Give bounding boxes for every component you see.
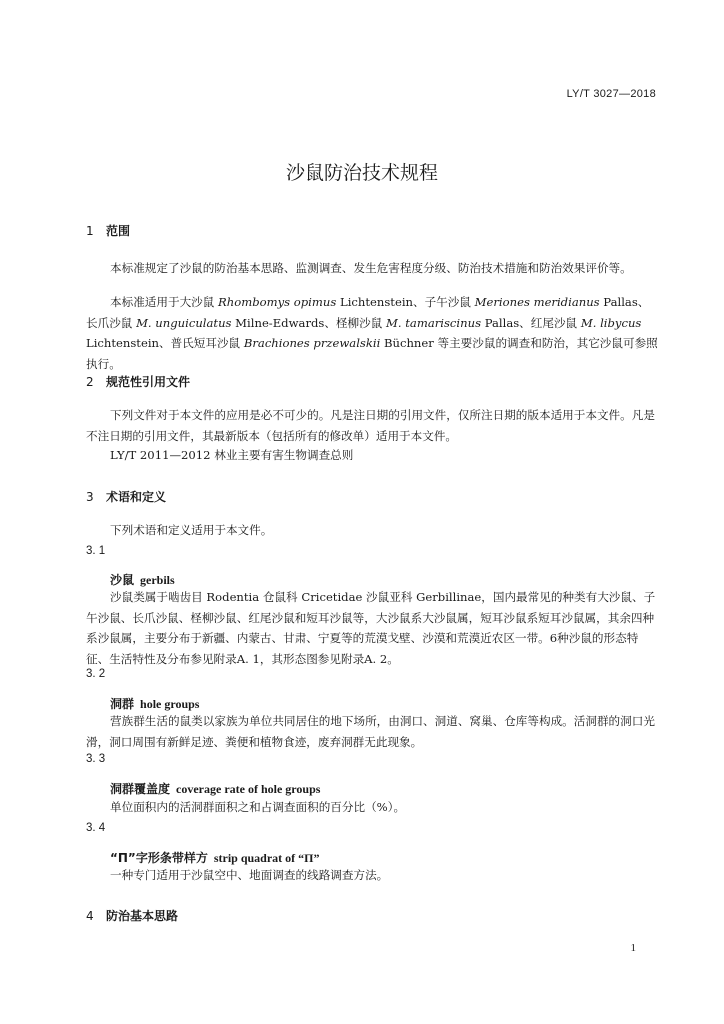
- section-title: 范围: [106, 224, 131, 238]
- species-name: M. tamariscinus: [386, 315, 482, 330]
- term-strip-quadrat: [110, 849, 320, 866]
- term-cn: 洞群覆盖度: [110, 782, 171, 796]
- text-run: Lichtenstein、普氏短耳沙鼠: [86, 336, 244, 350]
- document-title: 沙鼠防治技术规程: [285, 162, 438, 184]
- definition-gerbils: 沙鼠类属于啮齿目 Rodentia 仓鼠科 Cricetidae 沙鼠亚科 Gerbillinae，国内最常见的种类有大沙鼠、子午沙鼠、长爪沙鼠、柽柳沙鼠、红尾沙鼠和短耳沙鼠等，大沙鼠系大沙鼠属，短耳沙鼠系短耳沙鼠属，其余四种系沙鼠属，主要分布于新疆、内蒙古、甘肃、宁夏等的荒漠戈壁、沙漠和荒漠近农区一带。6种沙鼠的形态特征、生活特性及分布参见附录A. 1，其形态图参见附录A. 2。: [86, 590, 656, 666]
- text-run: Büchner 等主要沙鼠的调查和防治，其它沙鼠可参照执行。: [86, 336, 658, 371]
- reference-item: LY/T 2011—2012 林业主要有害生物调查总则: [110, 448, 354, 462]
- clause-number: 3. 4: [86, 822, 106, 834]
- text-run: Pallas、红尾沙鼠: [481, 315, 581, 330]
- term-en: strip quadrat of “Π”: [213, 851, 320, 865]
- section-title: 防治基本思路: [106, 909, 179, 923]
- term-en: gerbils: [140, 573, 175, 587]
- term-cn: 沙鼠: [110, 573, 135, 587]
- species-name: Meriones meridianus: [474, 295, 600, 309]
- section-3-heading: [86, 488, 166, 505]
- term-hole-groups: [110, 695, 199, 712]
- term-cn: 洞群: [110, 697, 135, 711]
- references-paragraph: 下列文件对于本文件的应用是必不可少的。凡是注日期的引用文件，仅所注日期的版本适用于本文件。凡是不注日期的引用文件，其最新版本（包括所有的修改单）适用于本文件。: [86, 408, 655, 443]
- term-coverage-rate: [110, 780, 320, 797]
- term-gerbils: [110, 571, 175, 588]
- clause-number: 3. 2: [86, 668, 106, 680]
- section-title: 术语和定义: [106, 490, 167, 504]
- standard-code: LY/T 3027—2018: [566, 88, 656, 100]
- definition-hole-groups: 营族群生活的鼠类以家族为单位共同居住的地下场所，由洞口、洞道、窝巢、仓库等构成。活洞群的洞口光滑，洞口周围有新鲜足迹、粪便和植物食迹，废弃洞群无此现象。: [86, 714, 655, 749]
- section-1-heading: [86, 222, 130, 239]
- scope-paragraph-2: [86, 292, 658, 374]
- term-en: hole groups: [140, 697, 200, 711]
- section-number: 2: [86, 375, 94, 389]
- text-run: Pallas、长爪沙鼠: [86, 295, 650, 330]
- species-name: Rhombomys opimus: [218, 295, 337, 309]
- section-number: 3: [86, 490, 94, 504]
- page-number: 1: [630, 942, 636, 954]
- text-run: Milne-Edwards、柽柳沙鼠: [231, 315, 387, 330]
- clause-number: 3. 3: [86, 753, 106, 765]
- scope-paragraph-1: 本标准规定了沙鼠的防治基本思路、监测调查、发生危害程度分级、防治技术措施和防治效果评价等。: [110, 261, 632, 275]
- terms-intro: 下列术语和定义适用于本文件。: [110, 523, 273, 537]
- section-title: 规范性引用文件: [106, 375, 191, 389]
- term-cn: “Π”字形条带样方: [110, 851, 208, 865]
- section-number: 4: [86, 909, 94, 923]
- text-run: 本标准适用于大沙鼠: [110, 295, 219, 309]
- section-2-heading: [86, 373, 190, 390]
- section-number: 1: [86, 224, 94, 238]
- text-run: Lichtenstein、子午沙鼠: [336, 295, 475, 309]
- species-name: M. unguiculatus: [136, 315, 232, 330]
- section-4-heading: [86, 907, 178, 924]
- species-name: Brachiones przewalskii: [243, 336, 381, 350]
- species-name: M. libycus: [580, 315, 642, 330]
- definition-strip-quadrat: 一种专门适用于沙鼠空中、地面调查的线路调查方法。: [110, 868, 389, 882]
- definition-coverage-rate: 单位面积内的活洞群面积之和占调查面积的百分比（%）。: [110, 800, 406, 814]
- clause-number: 3. 1: [86, 545, 106, 557]
- term-en: coverage rate of hole groups: [176, 782, 321, 796]
